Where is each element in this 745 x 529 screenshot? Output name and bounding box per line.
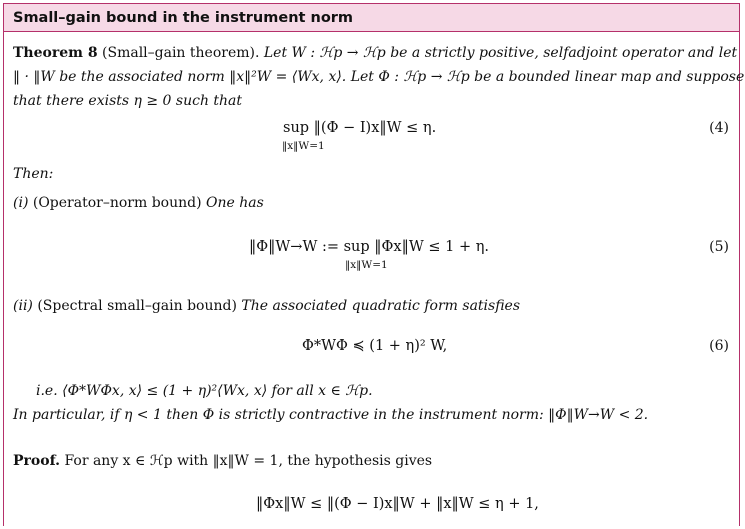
equation-6: Φ*WΦ ≼ (1 + η)² W, [302,338,448,354]
theorem-box [3,3,745,526]
theorem-text-1: Let W : ℋp → ℋp be a strictly positive, selfadjoint operator and let [263,45,738,61]
theorem-line-2: ‖ · ‖W be the associated norm ‖x‖²W = ⟨Wx, x⟩. Let Φ : ℋp → ℋp be a bounded linear map and suppose [13,69,745,85]
equation-5-subscript: ‖x‖W=1 [345,259,388,271]
equation-4-subscript: ‖x‖W=1 [282,140,325,152]
box-header [4,4,739,32]
equation-5-number: (5) [709,239,729,255]
item-i-text: One has [206,195,264,211]
item-ii-text: The associated quadratic form satisfies [241,298,521,314]
item-i-label: (i) [13,195,29,211]
item-i-title: (Operator–norm bound) [32,195,202,211]
item-ii-label: (ii) [13,298,33,314]
item-ii-title: (Spectral small–gain bound) [37,298,237,314]
ie-line: i.e. ⟨Φ*WΦx, x⟩ ≤ (1 + η)²⟨Wx, x⟩ for all x ∈ ℋp. [36,383,373,399]
equation-4: sup ‖(Φ − I)x‖W ≤ η. [283,120,437,136]
item-ii-line [13,297,520,315]
proof-label: Proof. [13,453,60,469]
theorem-line-1 [13,44,737,62]
equation-4-number: (4) [709,120,729,136]
theorem-name: (Small–gain theorem). [102,45,260,61]
equation-5: ‖Φ‖W→W := sup ‖Φx‖W ≤ 1 + η. [249,239,489,255]
proof-equation: ‖Φx‖W ≤ ‖(Φ − I)x‖W + ‖x‖W ≤ η + 1, [256,496,539,512]
particular-line: In particular, if η < 1 then Φ is strictly contractive in the instrument norm: ‖Φ‖W→W < 2. [13,407,649,423]
theorem-label: Theorem 8 [13,45,98,61]
item-i-line [13,194,264,212]
proof-line [13,452,432,470]
theorem-line-3: that there exists η ≥ 0 such that [13,93,243,109]
proof-text: For any x ∈ ℋp with ‖x‖W = 1, the hypothesis gives [64,453,433,469]
then-label: Then: [13,166,54,182]
equation-6-number: (6) [709,338,729,354]
box-title: Small–gain bound in the instrument norm [13,9,354,26]
